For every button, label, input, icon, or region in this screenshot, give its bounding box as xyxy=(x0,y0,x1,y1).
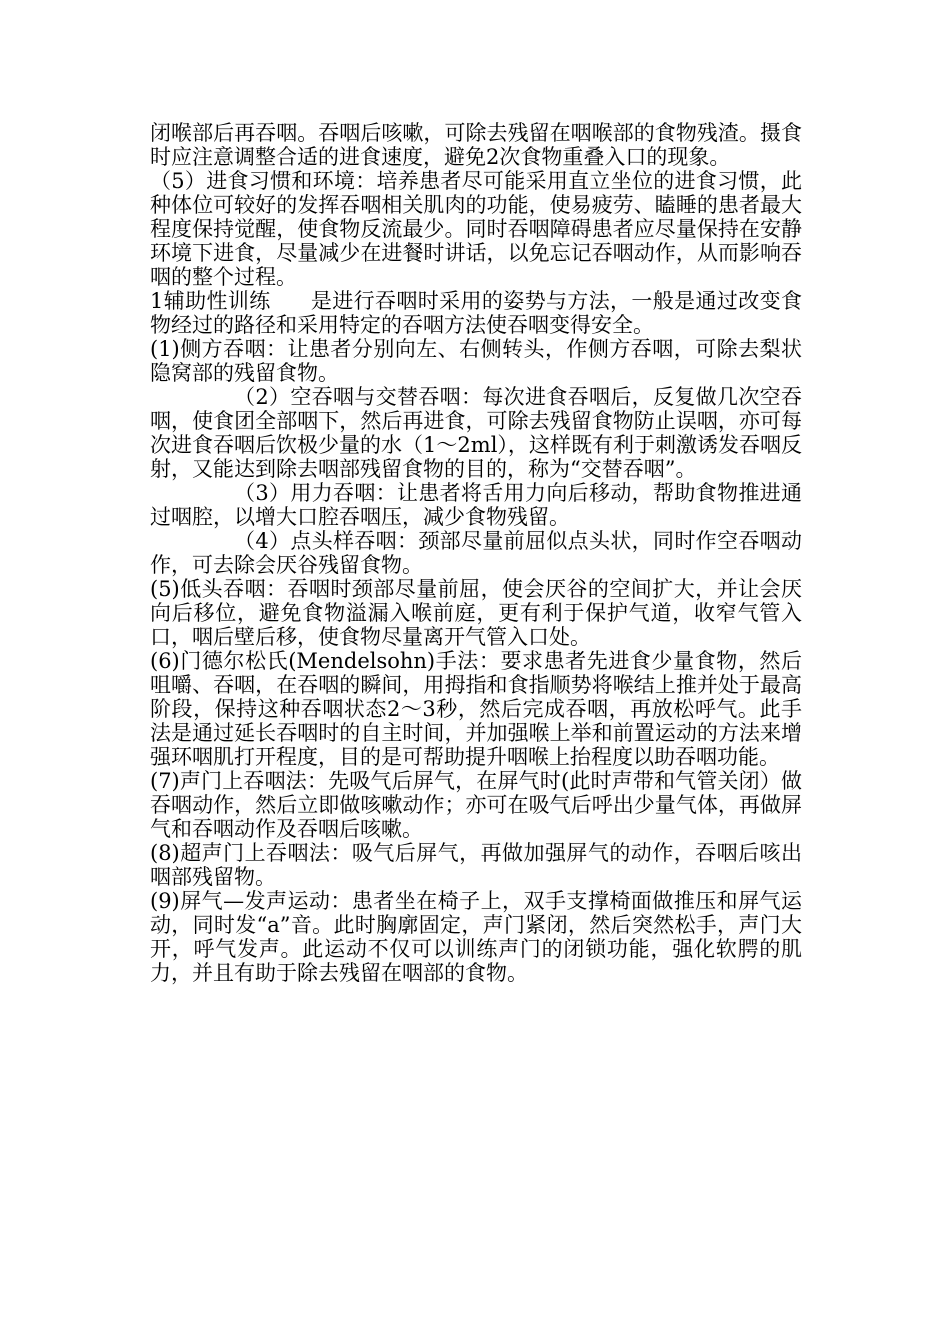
paragraph-lateral-swallow: (1)侧方吞咽：让患者分别向左、右侧转头，作侧方吞咽，可除去梨状隐窝部的残留食物。 xyxy=(150,337,802,385)
paragraph-supraglottic-swallow: (7)声门上吞咽法：先吸气后屏气，在屏气时(此时声带和气管关闭）做吞咽动作，然后立即做咳嗽动作；亦可在吸气后呼出少量气体，再做屏气和吞咽动作及吞咽后咳嗽。 xyxy=(150,769,802,841)
paragraph-effortful-swallow: （3）用力吞咽：让患者将舌用力向后移动，帮助食物推进通过咽腔，以增大口腔吞咽压，减少食物残留。 xyxy=(150,481,802,529)
paragraph-super-supraglottic-swallow: (8)超声门上吞咽法：吸气后屏气，再做加强屏气的动作，吞咽后咳出咽部残留物。 xyxy=(150,841,802,889)
paragraph-dry-alternate-swallow: （2）空吞咽与交替吞咽：每次进食吞咽后，反复做几次空吞咽，使食团全部咽下，然后再进食，可除去残留食物防止误咽，亦可每次进食吞咽后饮极少量的水（1～2ml），这样既有利于刺激诱发吞咽反射，又能达到除去咽部残留食物的目的，称为“交替吞咽”。 xyxy=(150,385,802,481)
section-intro-text: 是进行吞咽时采用的姿势与方法，一般是通过改变食物经过的路径和采用特定的吞咽方法使吞咽变得安全。 xyxy=(150,289,802,337)
document-body xyxy=(150,121,802,985)
paragraph-swallow-cough: 闭喉部后再吞咽。吞咽后咳嗽，可除去残留在咽喉部的食物残渣。摄食时应注意调整合适的进食速度，避免2次食物重叠入口的现象。 xyxy=(150,121,802,169)
paragraph-mendelsohn-maneuver: (6)门德尔松氏(Mendelsohn)手法：要求患者先进食少量食物，然后咀嚼、吞咽，在吞咽的瞬间，用拇指和食指顺势将喉结上推并处于最高阶段，保持这种吞咽状态2～3秒，然后完成吞咽，再放松呼气。此手法是通过延长吞咽时的自主时间，并加强喉上举和前置运动的方法来增强环咽肌打开程度，目的是可帮助提升咽喉上抬程度以助吞咽功能。 xyxy=(150,649,802,769)
paragraph-breath-hold-phonation: (9)屏气—发声运动：患者坐在椅子上，双手支撑椅面做推压和屏气运动，同时发“a”音。此时胸廓固定，声门紧闭，然后突然松手，声门大开，呼气发声。此运动不仅可以训练声门的闭锁功能，强化软腭的肌力，并且有助于除去残留在咽部的食物。 xyxy=(150,889,802,985)
paragraph-eating-habits: （5）进食习惯和环境：培养患者尽可能采用直立坐位的进食习惯，此种体位可较好的发挥吞咽相关肌肉的功能，使易疲劳、瞌睡的患者最大程度保持觉醒，使食物反流最少。同时吞咽障碍患者应尽量保持在安静环境下进食，尽量减少在进餐时讲话，以免忘记吞咽动作，从而影响吞咽的整个过程。 xyxy=(150,169,802,289)
paragraph-chin-down-swallow: (5)低头吞咽：吞咽时颈部尽量前屈，使会厌谷的空间扩大，并让会厌向后移位，避免食物溢漏入喉前庭，更有利于保护气道，收窄气管入口，咽后壁后移，使食物尽量离开气管入口处。 xyxy=(150,577,802,649)
paragraph-assistive-training xyxy=(150,289,802,337)
section-heading: 1辅助性训练 xyxy=(150,289,271,313)
paragraph-nodding-swallow: （4）点头样吞咽：颈部尽量前屈似点头状，同时作空吞咽动作，可去除会厌谷残留食物。 xyxy=(150,529,802,577)
